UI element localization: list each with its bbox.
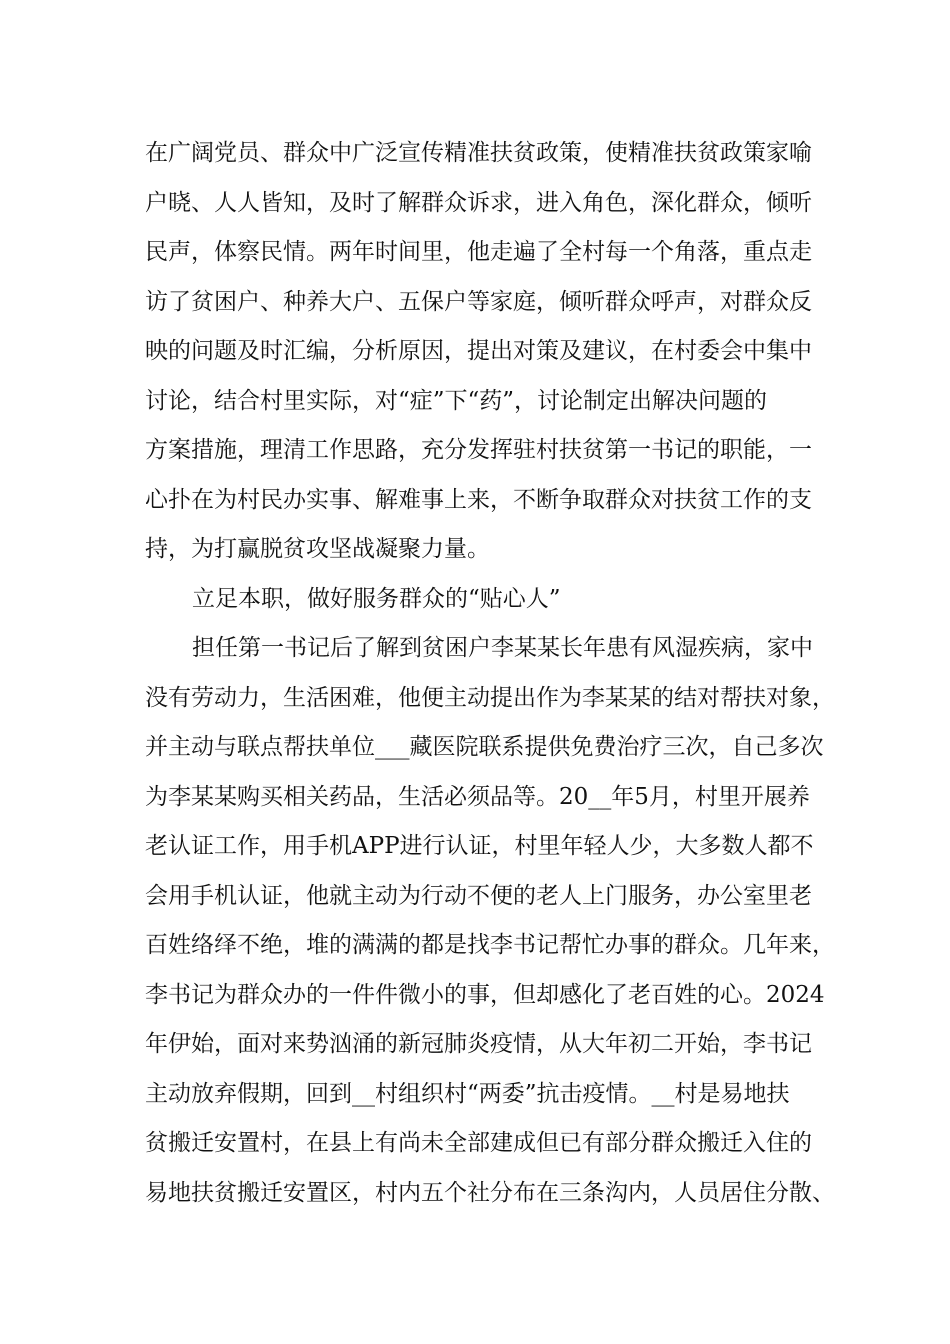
paragraph-2-line (0, 777, 950, 817)
paragraph-2-line (0, 925, 950, 965)
text-line: 主动放弃假期，回到__村组织村“两委”抗击疫情。__村是易地扶 (145, 1081, 790, 1107)
text-line: 为李某某购买相关药品，生活必须品等。20__年5月，村里开展养 (145, 784, 810, 810)
text-line: 百姓络绎不绝，堆的满满的都是找李书记帮忙办事的群众。几年来， (145, 932, 835, 958)
heading-text: 立足本职，做好服务群众的“贴心人” (192, 586, 561, 612)
paragraph-2-line (0, 1173, 950, 1213)
text-line: 户晓、人人皆知，及时了解群众诉求，进入角色，深化群众，倾听 (145, 190, 812, 216)
text-line: 映的问题及时汇编，分析原因，提出对策及建议，在村委会中集中 (145, 338, 812, 364)
text-line: 访了贫困户、种养大户、五保户等家庭，倾听群众呼声，对群众反 (145, 289, 812, 315)
text-line: 民声，体察民情。两年时间里，他走遍了全村每一个角落，重点走 (145, 239, 812, 265)
text-line: 老认证工作，用手机APP进行认证，村里年轻人少，大多数人都不 (145, 833, 814, 859)
paragraph-2-line (0, 1074, 950, 1114)
paragraph-1-line (0, 232, 950, 272)
paragraph-1-line (0, 282, 950, 322)
paragraph-1-line (0, 430, 950, 470)
text-line: 李书记为群众办的一件件微小的事，但却感化了老百姓的心。2024 (145, 982, 825, 1008)
paragraph-2-line (0, 876, 950, 916)
paragraph-2-line (0, 727, 950, 767)
text-line: 贫搬迁安置村，在县上有尚未全部建成但已有部分群众搬迁入住的 (145, 1130, 812, 1156)
paragraph-2-line (0, 1024, 950, 1064)
paragraph-1-line (0, 529, 950, 569)
text-line: 讨论，结合村里实际，对“症”下“药”，讨论制定出解决问题的 (145, 388, 768, 414)
text-line: 担任第一书记后了解到贫困户李某某长年患有风湿疾病，家中 (192, 635, 813, 661)
text-line: 年伊始，面对来势汹涌的新冠肺炎疫情，从大年初二开始，李书记 (145, 1031, 812, 1057)
text-line: 心扑在为村民办实事、解难事上来，不断争取群众对扶贫工作的支 (145, 487, 812, 513)
paragraph-2-line (0, 628, 950, 668)
paragraph-1-line (0, 381, 950, 421)
paragraph-1-line (0, 331, 950, 371)
paragraph-1-line (0, 480, 950, 520)
text-line: 在广阔党员、群众中广泛宣传精准扶贫政策，使精准扶贫政策家喻 (145, 140, 812, 166)
text-line: 方案措施，理清工作思路，充分发挥驻村扶贫第一书记的职能，一 (145, 437, 812, 463)
text-line: 并主动与联点帮扶单位___藏医院联系提供免费治疗三次，自己多次 (145, 734, 824, 760)
paragraph-1-line (0, 183, 950, 223)
paragraph-2-line (0, 826, 950, 866)
paragraph-2-line (0, 678, 950, 718)
text-line: 持，为打赢脱贫攻坚战凝聚力量。 (145, 536, 490, 562)
text-line: 没有劳动力，生活困难，他便主动提出作为李某某的结对帮扶对象， (145, 685, 835, 711)
section-heading (0, 579, 950, 619)
paragraph-1-line (0, 133, 950, 173)
paragraph-2-line (0, 1123, 950, 1163)
paragraph-2-line (0, 975, 950, 1015)
text-line: 易地扶贫搬迁安置区，村内五个社分布在三条沟内，人员居住分散、 (145, 1180, 835, 1206)
text-line: 会用手机认证，他就主动为行动不便的老人上门服务，办公室里老 (145, 883, 812, 909)
